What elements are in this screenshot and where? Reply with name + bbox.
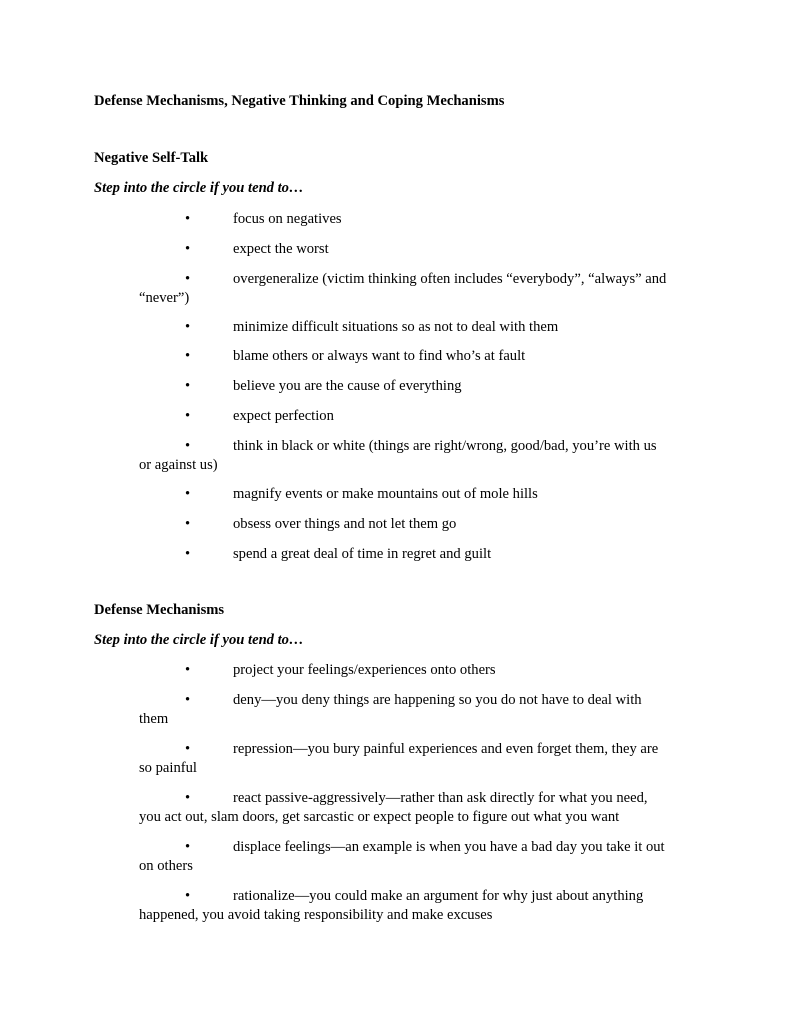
list-item <box>139 740 699 778</box>
list-item-text: spend a great deal of time in regret and guilt <box>233 546 492 562</box>
bullet-glyph: • <box>185 319 191 335</box>
list-item-text: believe you are the cause of everything <box>233 378 462 394</box>
list-item <box>139 437 699 475</box>
list-item-continuation: you act out, slam doors, get sarcastic or expect people to figure out what you want <box>139 809 620 825</box>
list-item <box>139 691 699 729</box>
bullet-glyph: • <box>185 271 191 287</box>
list-item-text: overgeneralize (victim thinking often includes “everybody”, “always” and <box>233 271 667 287</box>
bullet-glyph: • <box>185 211 191 227</box>
list-item-continuation: so painful <box>139 760 197 776</box>
list-item-text: expect the worst <box>233 241 329 257</box>
list-item-text: think in black or white (things are right/wrong, good/bad, you’re with us <box>233 438 657 454</box>
list-item <box>139 347 699 366</box>
bullet-glyph: • <box>185 408 191 424</box>
bullet-glyph: • <box>185 546 191 562</box>
list-item <box>139 377 699 396</box>
list-item-continuation: happened, you avoid taking responsibility and make excuses <box>139 907 493 923</box>
list-item <box>139 515 699 534</box>
bullet-glyph: • <box>185 438 191 454</box>
section-heading-defense-mechanisms: Defense Mechanisms <box>94 602 225 618</box>
bullet-glyph: • <box>185 486 191 502</box>
list-item-text: displace feelings—an example is when you have a bad day you take it out <box>233 839 665 855</box>
section-prompt-negative-self-talk: Step into the circle if you tend to… <box>94 180 304 196</box>
list-item-continuation: on others <box>139 858 193 874</box>
section-prompt-defense-mechanisms: Step into the circle if you tend to… <box>94 632 304 648</box>
list-item-continuation: “never”) <box>139 290 190 306</box>
list-item <box>139 789 699 827</box>
bullet-glyph: • <box>185 790 191 806</box>
list-item-text: rationalize—you could make an argument for why just about anything <box>233 888 644 904</box>
document-title: Defense Mechanisms, Negative Thinking and Coping Mechanisms <box>94 93 505 109</box>
list-item-text: magnify events or make mountains out of mole hills <box>233 486 538 502</box>
list-item <box>139 210 699 229</box>
bullet-glyph: • <box>185 741 191 757</box>
list-item-text: expect perfection <box>233 408 334 424</box>
list-item-continuation: them <box>139 711 169 727</box>
list-item-text: blame others or always want to find who’s at fault <box>233 348 526 364</box>
list-item <box>139 661 699 680</box>
list-item <box>139 485 699 504</box>
bullet-glyph: • <box>185 378 191 394</box>
list-item-text: repression—you bury painful experiences and even forget them, they are <box>233 741 659 757</box>
bullet-glyph: • <box>185 662 191 678</box>
list-item <box>139 407 699 426</box>
bullet-glyph: • <box>185 241 191 257</box>
bullet-glyph: • <box>185 888 191 904</box>
bullet-glyph: • <box>185 516 191 532</box>
list-item <box>139 270 699 308</box>
list-item-text: deny—you deny things are happening so you do not have to deal with <box>233 692 642 708</box>
list-item <box>139 838 699 876</box>
bullet-glyph: • <box>185 839 191 855</box>
list-item <box>139 887 699 925</box>
list-item-continuation: or against us) <box>139 457 218 473</box>
list-item-text: project your feelings/experiences onto others <box>233 662 496 678</box>
list-item <box>139 240 699 259</box>
list-item <box>139 318 699 337</box>
section-heading-negative-self-talk: Negative Self-Talk <box>94 150 209 166</box>
list-item-text: obsess over things and not let them go <box>233 516 457 532</box>
list-item-text: focus on negatives <box>233 211 342 227</box>
bullet-glyph: • <box>185 692 191 708</box>
list-item <box>139 545 699 564</box>
list-item-text: react passive-aggressively—rather than ask directly for what you need, <box>233 790 648 806</box>
list-item-text: minimize difficult situations so as not to deal with them <box>233 319 559 335</box>
bullet-glyph: • <box>185 348 191 364</box>
